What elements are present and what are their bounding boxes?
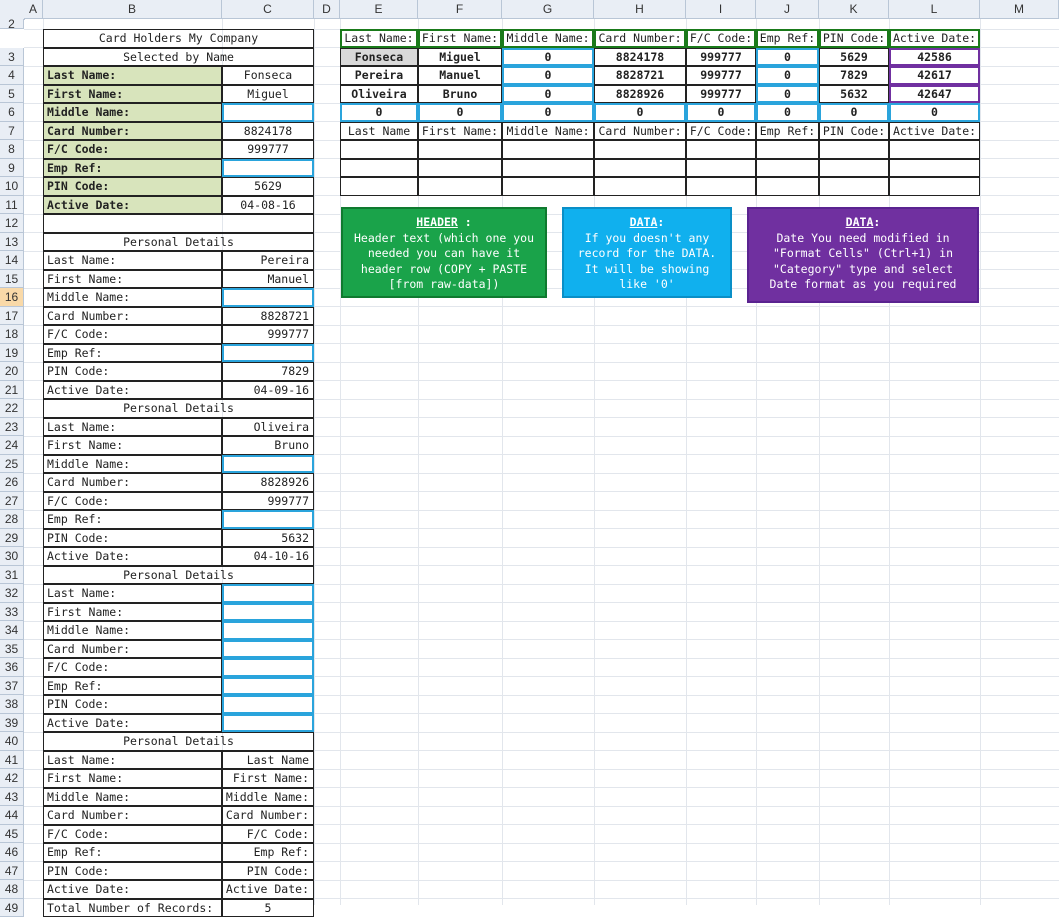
value-cardnumber[interactable]: 8828926 — [222, 473, 314, 492]
label-lastname[interactable]: Last Name: — [43, 66, 222, 85]
note-green-body: Header text (which one you needed you can have it header row (COPY + PASTE [from raw-data]) — [343, 231, 545, 293]
label-lastname[interactable]: Last Name: — [43, 751, 222, 770]
table-data-cell[interactable]: Manuel — [418, 66, 502, 85]
value-cardnumber[interactable]: 8828721 — [222, 307, 314, 326]
table-data-cell[interactable]: 999777 — [686, 66, 756, 85]
table-data-cell[interactable]: 0 — [502, 103, 594, 122]
value-empref[interactable] — [222, 510, 314, 529]
label-cardnumber[interactable]: Card Number: — [43, 640, 222, 659]
row-header-23[interactable]: 23 — [0, 418, 24, 437]
table-empty-cell[interactable] — [686, 140, 756, 159]
row-header-14[interactable]: 14 — [0, 251, 24, 270]
row-header-28[interactable]: 28 — [0, 510, 24, 529]
row-header-2[interactable]: 2 — [0, 19, 24, 29]
table-data-cell[interactable]: 0 — [756, 48, 819, 67]
table-data-cell[interactable]: 5629 — [819, 48, 889, 67]
value-firstname[interactable]: First Name: — [222, 769, 314, 788]
table-header2-cell[interactable]: F/C Code: — [686, 122, 756, 141]
label-middlename[interactable]: Middle Name: — [43, 621, 222, 640]
label-lastname[interactable]: Last Name: — [43, 251, 222, 270]
value-empref[interactable] — [222, 159, 314, 178]
label-firstname[interactable]: First Name: — [43, 270, 222, 289]
column-header-a[interactable]: A — [24, 0, 43, 19]
value-pincode[interactable] — [222, 695, 314, 714]
table-empty-cell[interactable] — [502, 159, 594, 178]
table-header2-cell[interactable]: Emp Ref: — [756, 122, 819, 141]
table-header2-cell[interactable]: First Name: — [418, 122, 502, 141]
value-empref[interactable] — [222, 677, 314, 696]
value-activedate[interactable] — [222, 714, 314, 733]
table-data-cell[interactable]: 42647 — [889, 85, 980, 104]
table-header-cell[interactable]: Card Number: — [594, 29, 686, 48]
value-activedate[interactable]: Active Date: — [222, 880, 314, 899]
row-header-21[interactable]: 21 — [0, 381, 24, 400]
row-header-19[interactable]: 19 — [0, 344, 24, 363]
table-header-cell[interactable]: First Name: — [418, 29, 502, 48]
note-green-box — [341, 207, 547, 298]
row-header-10[interactable]: 10 — [0, 177, 24, 196]
table-header-cell[interactable]: F/C Code: — [686, 29, 756, 48]
table-empty-cell[interactable] — [819, 177, 889, 196]
label-activedate[interactable]: Active Date: — [43, 880, 222, 899]
value-fccode[interactable]: 999777 — [222, 140, 314, 159]
row-header-36[interactable]: 36 — [0, 658, 24, 677]
table-header-cell[interactable]: Middle Name: — [502, 29, 594, 48]
row-header-48[interactable]: 48 — [0, 880, 24, 899]
table-header-cell[interactable]: PIN Code: — [819, 29, 889, 48]
table-header-cell[interactable]: Last Name: — [340, 29, 418, 48]
table-data-cell[interactable]: 0 — [502, 85, 594, 104]
value-activedate[interactable]: 04-09-16 — [222, 381, 314, 400]
row-header-27[interactable]: 27 — [0, 492, 24, 511]
value-firstname[interactable] — [222, 603, 314, 622]
row-header-11[interactable]: 11 — [0, 196, 24, 215]
column-header-e[interactable]: E — [340, 0, 418, 19]
table-empty-cell[interactable] — [819, 140, 889, 159]
label-firstname[interactable]: First Name: — [43, 85, 222, 104]
table-empty-cell[interactable] — [819, 159, 889, 178]
row-header-12[interactable]: 12 — [0, 214, 24, 233]
note-blue-title-text: DATA — [630, 215, 658, 229]
table-header2-cell[interactable]: Middle Name: — [502, 122, 594, 141]
value-fccode[interactable] — [222, 658, 314, 677]
table-data-cell[interactable]: Fonseca — [340, 48, 418, 67]
row-header-47[interactable]: 47 — [0, 862, 24, 881]
row-header-39[interactable]: 39 — [0, 714, 24, 733]
label-activedate[interactable]: Active Date: — [43, 547, 222, 566]
label-pincode[interactable]: PIN Code: — [43, 695, 222, 714]
table-empty-cell[interactable] — [502, 140, 594, 159]
table-data-cell[interactable]: Miguel — [418, 48, 502, 67]
value-lastname[interactable]: Pereira — [222, 251, 314, 270]
label-firstname[interactable]: First Name: — [43, 436, 222, 455]
section-title[interactable]: Personal Details — [43, 233, 314, 252]
table-data-cell[interactable]: 999777 — [686, 85, 756, 104]
row-header-15[interactable]: 15 — [0, 270, 24, 289]
label-middlename[interactable]: Middle Name: — [43, 103, 222, 122]
table-data-cell[interactable]: 999777 — [686, 48, 756, 67]
table-empty-cell[interactable] — [418, 140, 502, 159]
note-purple-title-text: DATA — [846, 215, 874, 229]
label-empref[interactable]: Emp Ref: — [43, 159, 222, 178]
table-empty-cell[interactable] — [686, 177, 756, 196]
label-middlename[interactable]: Middle Name: — [43, 288, 222, 307]
note-green-title — [343, 215, 545, 231]
section-title[interactable]: Personal Details — [43, 399, 314, 418]
table-header-cell[interactable]: Emp Ref: — [756, 29, 819, 48]
table-header2-cell[interactable]: PIN Code: — [819, 122, 889, 141]
empty-row[interactable] — [43, 214, 314, 233]
label-empref[interactable]: Emp Ref: — [43, 344, 222, 363]
table-empty-cell[interactable] — [340, 159, 418, 178]
value-firstname[interactable]: Manuel — [222, 270, 314, 289]
table-data-cell[interactable]: 8828721 — [594, 66, 686, 85]
table-data-cell[interactable]: 5632 — [819, 85, 889, 104]
table-data-cell[interactable]: 0 — [418, 103, 502, 122]
value-firstname[interactable]: Miguel — [222, 85, 314, 104]
row-header-33[interactable]: 33 — [0, 603, 24, 622]
value-activedate[interactable]: 04-10-16 — [222, 547, 314, 566]
row-header-18[interactable]: 18 — [0, 325, 24, 344]
table-empty-cell[interactable] — [340, 140, 418, 159]
label-pincode[interactable]: PIN Code: — [43, 362, 222, 381]
column-header-l[interactable]: L — [889, 0, 980, 19]
value-activedate[interactable]: 04-08-16 — [222, 196, 314, 215]
table-data-cell[interactable]: 0 — [756, 66, 819, 85]
table-empty-cell[interactable] — [594, 177, 686, 196]
column-header-g[interactable]: G — [502, 0, 594, 19]
value-lastname[interactable]: Last Name — [222, 751, 314, 770]
row-header-42[interactable]: 42 — [0, 769, 24, 788]
table-data-cell[interactable]: 0 — [819, 103, 889, 122]
row-header-38[interactable]: 38 — [0, 695, 24, 714]
sheet-title[interactable]: Card Holders My Company — [43, 29, 314, 48]
table-empty-cell[interactable] — [889, 159, 980, 178]
value-pincode[interactable]: PIN Code: — [222, 862, 314, 881]
table-data-cell[interactable]: 42617 — [889, 66, 980, 85]
column-header-c[interactable]: C — [222, 0, 314, 19]
value-cardnumber[interactable]: 8824178 — [222, 122, 314, 141]
row-header-16[interactable]: 16 — [0, 288, 24, 307]
section-title[interactable]: Personal Details — [43, 732, 314, 751]
row-header-24[interactable]: 24 — [0, 436, 24, 455]
label-pincode[interactable]: PIN Code: — [43, 529, 222, 548]
table-empty-cell[interactable] — [340, 177, 418, 196]
value-cardnumber[interactable] — [222, 640, 314, 659]
value-lastname[interactable]: Oliveira — [222, 418, 314, 437]
row-header-7[interactable]: 7 — [0, 122, 24, 141]
row-header-31[interactable]: 31 — [0, 566, 24, 585]
label-firstname[interactable]: First Name: — [43, 603, 222, 622]
table-empty-cell[interactable] — [756, 159, 819, 178]
row-header-35[interactable]: 35 — [0, 640, 24, 659]
table-empty-cell[interactable] — [594, 140, 686, 159]
table-data-cell[interactable]: 42586 — [889, 48, 980, 67]
row-header-8[interactable]: 8 — [0, 140, 24, 159]
value-empref[interactable]: Emp Ref: — [222, 843, 314, 862]
note-purple-box — [747, 207, 979, 303]
row-header-6[interactable]: 6 — [0, 103, 24, 122]
label-empref[interactable]: Emp Ref: — [43, 843, 222, 862]
row-header-13[interactable]: 13 — [0, 233, 24, 252]
label-cardnumber[interactable]: Card Number: — [43, 307, 222, 326]
table-data-cell[interactable]: 8828926 — [594, 85, 686, 104]
row-header-22[interactable]: 22 — [0, 399, 24, 418]
note-purple-title-colon: : — [873, 215, 880, 229]
row-header-17[interactable]: 17 — [0, 307, 24, 326]
table-data-cell[interactable]: Bruno — [418, 85, 502, 104]
value-middlename[interactable] — [222, 455, 314, 474]
table-empty-cell[interactable] — [686, 159, 756, 178]
label-activedate[interactable]: Active Date: — [43, 714, 222, 733]
value-fccode[interactable]: 999777 — [222, 492, 314, 511]
table-empty-cell[interactable] — [889, 140, 980, 159]
row-header-9[interactable]: 9 — [0, 159, 24, 178]
label-cardnumber[interactable]: Card Number: — [43, 122, 222, 141]
column-header-i[interactable]: I — [686, 0, 756, 19]
row-header-37[interactable]: 37 — [0, 677, 24, 696]
row-header-41[interactable]: 41 — [0, 751, 24, 770]
table-header2-cell[interactable]: Last Name — [340, 122, 418, 141]
value-fccode[interactable]: 999777 — [222, 325, 314, 344]
note-blue-box — [562, 207, 732, 298]
total-records-label[interactable]: Total Number of Records: — [43, 899, 222, 917]
label-fccode[interactable]: F/C Code: — [43, 492, 222, 511]
value-middlename[interactable] — [222, 621, 314, 640]
label-activedate[interactable]: Active Date: — [43, 196, 222, 215]
label-empref[interactable]: Emp Ref: — [43, 510, 222, 529]
table-data-cell[interactable]: 0 — [756, 85, 819, 104]
row-header-49[interactable]: 49 — [0, 899, 24, 917]
note-blue-title — [564, 215, 730, 231]
row-header-32[interactable]: 32 — [0, 584, 24, 603]
row-header-26[interactable]: 26 — [0, 473, 24, 492]
table-empty-cell[interactable] — [594, 159, 686, 178]
selected-by-label[interactable]: Selected by Name — [43, 48, 314, 67]
column-header-h[interactable]: H — [594, 0, 686, 19]
table-data-cell[interactable]: Oliveira — [340, 85, 418, 104]
table-data-cell[interactable]: 0 — [502, 66, 594, 85]
table-empty-cell[interactable] — [418, 159, 502, 178]
row-header-43[interactable]: 43 — [0, 788, 24, 807]
value-middlename[interactable] — [222, 103, 314, 122]
table-empty-cell[interactable] — [756, 177, 819, 196]
table-header2-cell[interactable]: Card Number: — [594, 122, 686, 141]
label-fccode[interactable]: F/C Code: — [43, 825, 222, 844]
note-purple-body: Date You need modified in "Format Cells" (Ctrl+1) in "Category" type and select Date format as you required — [749, 231, 977, 293]
total-records-value[interactable]: 5 — [222, 899, 314, 917]
row-header-5[interactable]: 5 — [0, 85, 24, 104]
section-title[interactable]: Personal Details — [43, 566, 314, 585]
table-data-cell[interactable]: 0 — [889, 103, 980, 122]
label-firstname[interactable]: First Name: — [43, 769, 222, 788]
table-empty-cell[interactable] — [502, 177, 594, 196]
table-data-cell[interactable]: 0 — [502, 48, 594, 67]
label-cardnumber[interactable]: Card Number: — [43, 473, 222, 492]
row-header-30[interactable]: 30 — [0, 547, 24, 566]
label-fccode[interactable]: F/C Code: — [43, 140, 222, 159]
table-empty-cell[interactable] — [889, 177, 980, 196]
column-header-k[interactable]: K — [819, 0, 889, 19]
note-green-title-text: HEADER — [416, 215, 458, 229]
row-header-29[interactable]: 29 — [0, 529, 24, 548]
label-fccode[interactable]: F/C Code: — [43, 325, 222, 344]
column-header-m[interactable]: M — [980, 0, 1059, 19]
row-header-25[interactable]: 25 — [0, 455, 24, 474]
label-pincode[interactable]: PIN Code: — [43, 177, 222, 196]
table-data-cell[interactable]: 8824178 — [594, 48, 686, 67]
table-header2-cell[interactable]: Active Date: — [889, 122, 980, 141]
row-header-20[interactable]: 20 — [0, 362, 24, 381]
row-header-46[interactable]: 46 — [0, 843, 24, 862]
label-middlename[interactable]: Middle Name: — [43, 788, 222, 807]
value-middlename[interactable]: Middle Name: — [222, 788, 314, 807]
value-middlename[interactable] — [222, 288, 314, 307]
value-cardnumber[interactable]: Card Number: — [222, 806, 314, 825]
value-firstname[interactable]: Bruno — [222, 436, 314, 455]
column-header-b[interactable]: B — [43, 0, 222, 19]
value-pincode[interactable]: 7829 — [222, 362, 314, 381]
note-blue-title-colon: : — [657, 215, 664, 229]
label-activedate[interactable]: Active Date: — [43, 381, 222, 400]
column-header-f[interactable]: F — [418, 0, 502, 19]
value-fccode[interactable]: F/C Code: — [222, 825, 314, 844]
value-pincode[interactable]: 5632 — [222, 529, 314, 548]
label-empref[interactable]: Emp Ref: — [43, 677, 222, 696]
row-header-44[interactable]: 44 — [0, 806, 24, 825]
row-header-34[interactable]: 34 — [0, 621, 24, 640]
table-data-cell[interactable]: 0 — [594, 103, 686, 122]
label-lastname[interactable]: Last Name: — [43, 584, 222, 603]
table-data-cell[interactable]: 7829 — [819, 66, 889, 85]
label-middlename[interactable]: Middle Name: — [43, 455, 222, 474]
table-data-cell[interactable]: Pereira — [340, 66, 418, 85]
table-empty-cell[interactable] — [756, 140, 819, 159]
label-fccode[interactable]: F/C Code: — [43, 658, 222, 677]
note-blue-body: If you doesn't any record for the DATA. It will be showing like '0' — [564, 231, 730, 293]
value-empref[interactable] — [222, 344, 314, 363]
label-cardnumber[interactable]: Card Number: — [43, 806, 222, 825]
table-empty-cell[interactable] — [418, 177, 502, 196]
column-header-j[interactable]: J — [756, 0, 819, 19]
row-header-40[interactable]: 40 — [0, 732, 24, 751]
value-lastname[interactable]: Fonseca — [222, 66, 314, 85]
label-pincode[interactable]: PIN Code: — [43, 862, 222, 881]
column-header-d[interactable]: D — [314, 0, 340, 19]
table-header-cell[interactable]: Active Date: — [889, 29, 980, 48]
table-data-cell[interactable]: 0 — [756, 103, 819, 122]
label-lastname[interactable]: Last Name: — [43, 418, 222, 437]
table-data-cell[interactable]: 0 — [340, 103, 418, 122]
value-pincode[interactable]: 5629 — [222, 177, 314, 196]
note-green-title-colon: : — [458, 215, 472, 229]
note-purple-title — [749, 215, 977, 231]
value-lastname[interactable] — [222, 584, 314, 603]
row-header-45[interactable]: 45 — [0, 825, 24, 844]
row-header-3[interactable]: 3 — [0, 48, 24, 67]
table-data-cell[interactable]: 0 — [686, 103, 756, 122]
row-header-4[interactable]: 4 — [0, 66, 24, 85]
